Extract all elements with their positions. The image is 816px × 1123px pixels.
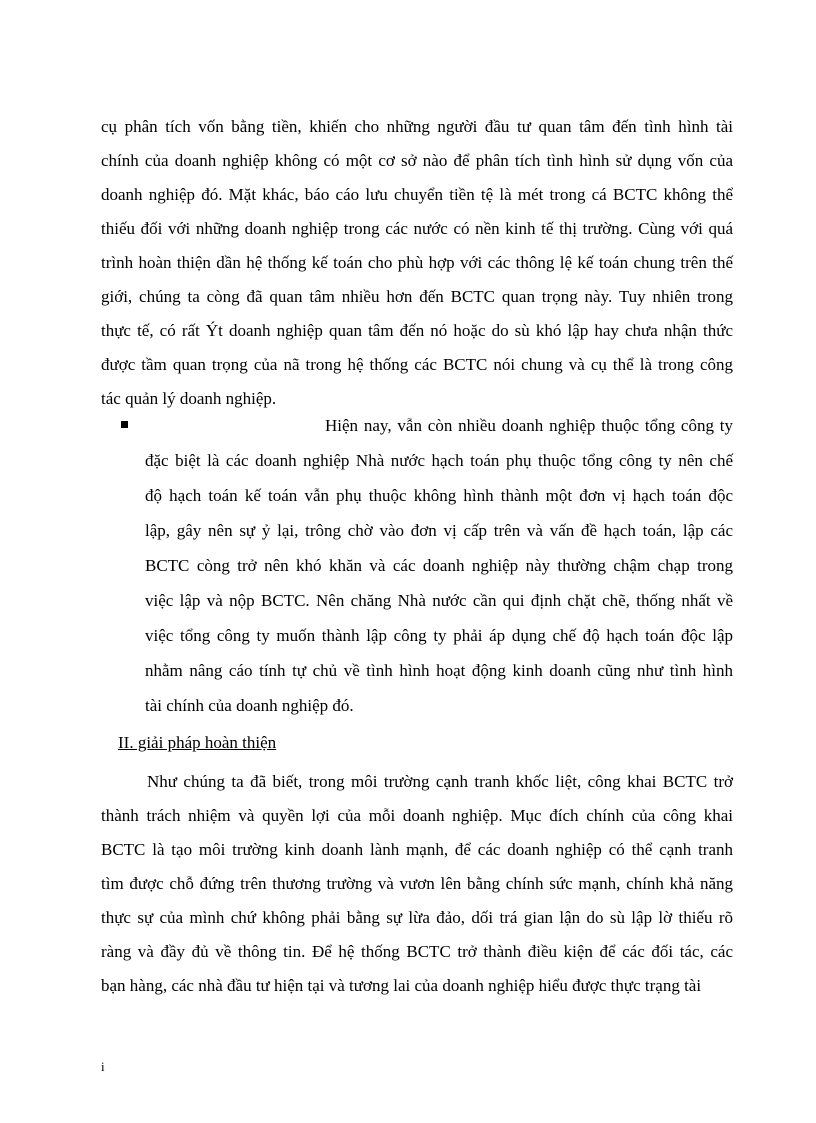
text-line: nhằm nâng cáo tính tự chủ về tình hình hoạt động kinh doanh cũng như tình hình: [145, 661, 733, 680]
text-line: độ hạch toán kế toán vẫn phụ thuộc không hình thành một đơn vị hạch toán độc: [145, 486, 733, 505]
text-line: ràng và đầy đủ về thông tin. Để hệ thống BCTC trở thành điều kiện để các đối tác, các: [101, 942, 733, 961]
text-line: lập, gây nên sự ỷ lại, trông chờ vào đơn vị cấp trên và vấn đề hạch toán, lập các: [145, 521, 733, 540]
text-line: Hiện nay, vẫn còn nhiều doanh nghiệp thuộc tổng công ty: [325, 416, 733, 435]
text-line: chính của doanh nghiệp không có một cơ sở nào để phân tích tình hình sử dụng vốn của: [101, 151, 733, 170]
text-line: tác quản lý doanh nghiệp.: [101, 389, 277, 408]
text-line: thiếu đối với những doanh nghiệp trong các nước có nền kinh tế thị trường. Cùng với quá: [101, 219, 733, 238]
text-line: trình hoàn thiện dần hệ thống kế toán cho phù hợp với các thông lệ kế toán chung trên thế: [101, 253, 733, 272]
text-line: tìm được chỗ đứng trên thương trường và vươn lên bằng chính sức mạnh, chính khả năng: [101, 874, 733, 893]
text-line: được tầm quan trọng của nã trong hệ thống các BCTC nói chung và cụ thể là trong công: [101, 355, 733, 374]
square-bullet-icon: [121, 421, 128, 428]
text-line: Như chúng ta đã biết, trong môi trường cạnh tranh khốc liệt, công khai BCTC trở: [147, 772, 733, 791]
text-line: thành trách nhiệm và quyền lợi của mỗi doanh nghiệp. Mục đích chính của công khai: [101, 806, 733, 825]
text-line: tài chính của doanh nghiệp đó.: [145, 696, 354, 715]
text-line: thực tế, có rất Ýt doanh nghiệp quan tâm đến nó hoặc do sù khó lập hay chưa nhận thức: [101, 321, 733, 340]
text-line: đặc biệt là các doanh nghiệp Nhà nước hạch toán phụ thuộc tổng công ty nên chế: [145, 451, 733, 470]
text-line: bạn hàng, các nhà đầu tư hiện tại và tương lai của doanh nghiệp hiểu được thực trạng tài: [101, 976, 702, 995]
text-line: BCTC còng trở nên khó khăn và các doanh nghiệp này thường chậm chạp trong: [145, 556, 733, 575]
text-line: giới, chúng ta còng đã quan tâm nhiều hơn đến BCTC quan trọng này. Tuy nhiên trong: [101, 287, 733, 306]
text-line: thực sự của mình chứ không phải bằng sự lừa đảo, dối trá gian lận do sù lập lờ thiếu rõ: [101, 908, 733, 927]
text-line: việc lập và nộp BCTC. Nên chăng Nhà nước cần qui định chặt chẽ, thống nhất về: [145, 591, 733, 610]
text-line: doanh nghiệp đó. Mặt khác, báo cáo lưu chuyển tiền tệ là mét trong cá BCTC không thể: [101, 185, 733, 204]
text-line: cụ phân tích vốn bằng tiền, khiến cho những người đầu tư quan tâm đến tình hình tài: [101, 117, 733, 136]
section-heading: II. giải pháp hoàn thiện: [118, 733, 277, 752]
text-line: BCTC là tạo môi trường kinh doanh lành mạnh, để các doanh nghiệp có thể cạnh tranh: [101, 840, 733, 859]
text-line: việc tổng công ty muốn thành lập công ty phải áp dụng chế độ hạch toán độc lập: [145, 626, 733, 645]
page-footer-mark: i: [101, 1059, 105, 1074]
